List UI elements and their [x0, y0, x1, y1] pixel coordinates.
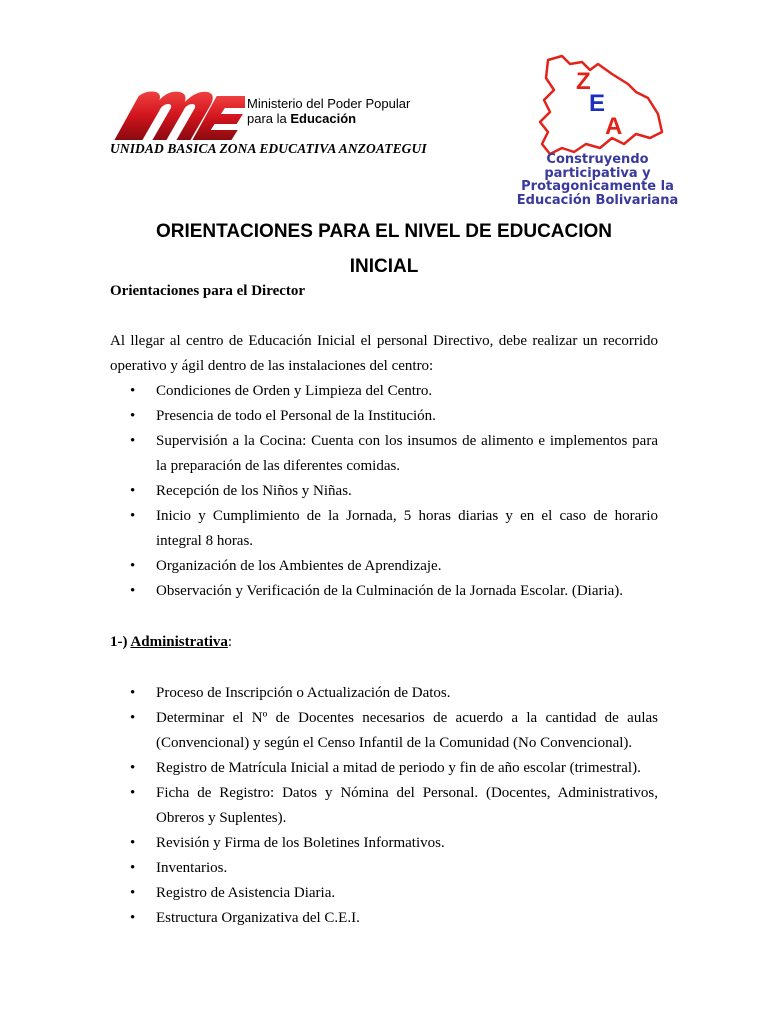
bullet-icon: • [130, 685, 136, 701]
list-item-text: Proceso de Inscripción o Actualización de Datos. [156, 685, 451, 701]
bullet-icon: • [130, 408, 136, 424]
list-item [110, 404, 658, 429]
ministry-line-2-prefix: para la [247, 111, 291, 126]
list-item-text: Inventarios. [156, 860, 228, 876]
list-item-text: Supervisión a la Cocina: Cuenta con los insumos de alimento e implementos para la preparación de las diferentes comidas. [156, 433, 658, 474]
list-item-text: Observación y Verificación de la Culminación de la Jornada Escolar. (Diaria). [156, 583, 624, 599]
ministry-line-2 [247, 111, 410, 126]
list-item-text: Estructura Organizativa del C.E.I. [156, 910, 360, 926]
list-item-text: Ficha de Registro: Datos y Nómina del Personal. (Docentes, Administrativos, Obreros y Suplentes). [156, 785, 658, 826]
intro-paragraph: Al llegar al centro de Educación Inicial el personal Directivo, debe realizar un recorrido operativo y ágil dentro de las instalaciones del centro: [110, 333, 658, 374]
list-item [110, 831, 658, 856]
document-title: ORIENTACIONES PARA EL NIVEL DE EDUCACION INICIAL [155, 221, 613, 277]
list-item [110, 756, 658, 781]
bullet-icon: • [130, 433, 136, 449]
bullet-icon: • [130, 483, 136, 499]
list-item [110, 379, 658, 404]
bullet-icon: • [130, 910, 136, 926]
list-item-text: Presencia de todo el Personal de la Institución. [156, 408, 436, 424]
list-item [110, 881, 658, 906]
list-item-text: Registro de Matrícula Inicial a mitad de periodo y fin de año escolar (trimestral). [156, 760, 641, 776]
zea-map-logo [532, 52, 667, 157]
list-item [110, 856, 658, 881]
list-item [110, 781, 658, 831]
bullet-icon: • [130, 785, 136, 801]
bullet-icon: • [130, 383, 136, 399]
unidad-basica-heading: UNIDAD BASICA ZONA EDUCATIVA ANZOATEGUI [110, 141, 427, 156]
bullet-icon: • [130, 760, 136, 776]
ministry-line-1: Ministerio del Poder Popular [247, 96, 411, 111]
list-item-text: Inicio y Cumplimiento de la Jornada, 5 horas diarias y en el caso de horario integral 8 horas. [156, 508, 658, 549]
list-item [110, 429, 658, 479]
list-item [110, 479, 658, 504]
zea-slogan: Construyendo participativa y Protagonicamente la Educación Bolivariana [516, 152, 679, 208]
list-item [110, 554, 658, 579]
list-item [110, 579, 658, 604]
director-heading: Orientaciones para el Director [110, 283, 306, 299]
list-item-text: Revisión y Firma de los Boletines Informativos. [156, 835, 445, 851]
ministry-name [247, 96, 410, 126]
section-administrativa-heading [110, 634, 232, 651]
section-suffix: : [227, 634, 233, 650]
list-item-text: Determinar el Nº de Docentes necesarios de acuerdo a la cantidad de aulas (Convencional) y según el Censo Infantil de la Comunidad (No Convencional). [156, 710, 658, 751]
list-item [110, 906, 658, 931]
list-item [110, 681, 658, 706]
list-item-text: Organización de los Ambientes de Aprendizaje. [156, 558, 442, 574]
director-list [110, 379, 658, 604]
bullet-icon: • [130, 558, 136, 574]
bullet-icon: • [130, 583, 136, 599]
ministry-line-2-bold: Educación [290, 111, 357, 126]
section-number: 1-) [110, 634, 131, 650]
list-item [110, 706, 658, 756]
zea-letter-z: Z [576, 68, 591, 95]
bullet-icon: • [130, 710, 136, 726]
admin-list [110, 681, 658, 931]
bullet-icon: • [130, 508, 136, 524]
list-item-text: Registro de Asistencia Diaria. [156, 885, 336, 901]
list-item [110, 504, 658, 554]
zea-letter-e: E [589, 90, 606, 117]
zea-letter-a: A [605, 113, 623, 140]
list-item-text: Condiciones de Orden y Limpieza del Centro. [156, 383, 433, 399]
list-item-text: Recepción de los Niños y Niñas. [156, 483, 352, 499]
ministerio-me-logo [110, 86, 245, 144]
bullet-icon: • [130, 835, 136, 851]
section-label: Administrativa [130, 634, 228, 650]
bullet-icon: • [130, 860, 136, 876]
bullet-icon: • [130, 885, 136, 901]
